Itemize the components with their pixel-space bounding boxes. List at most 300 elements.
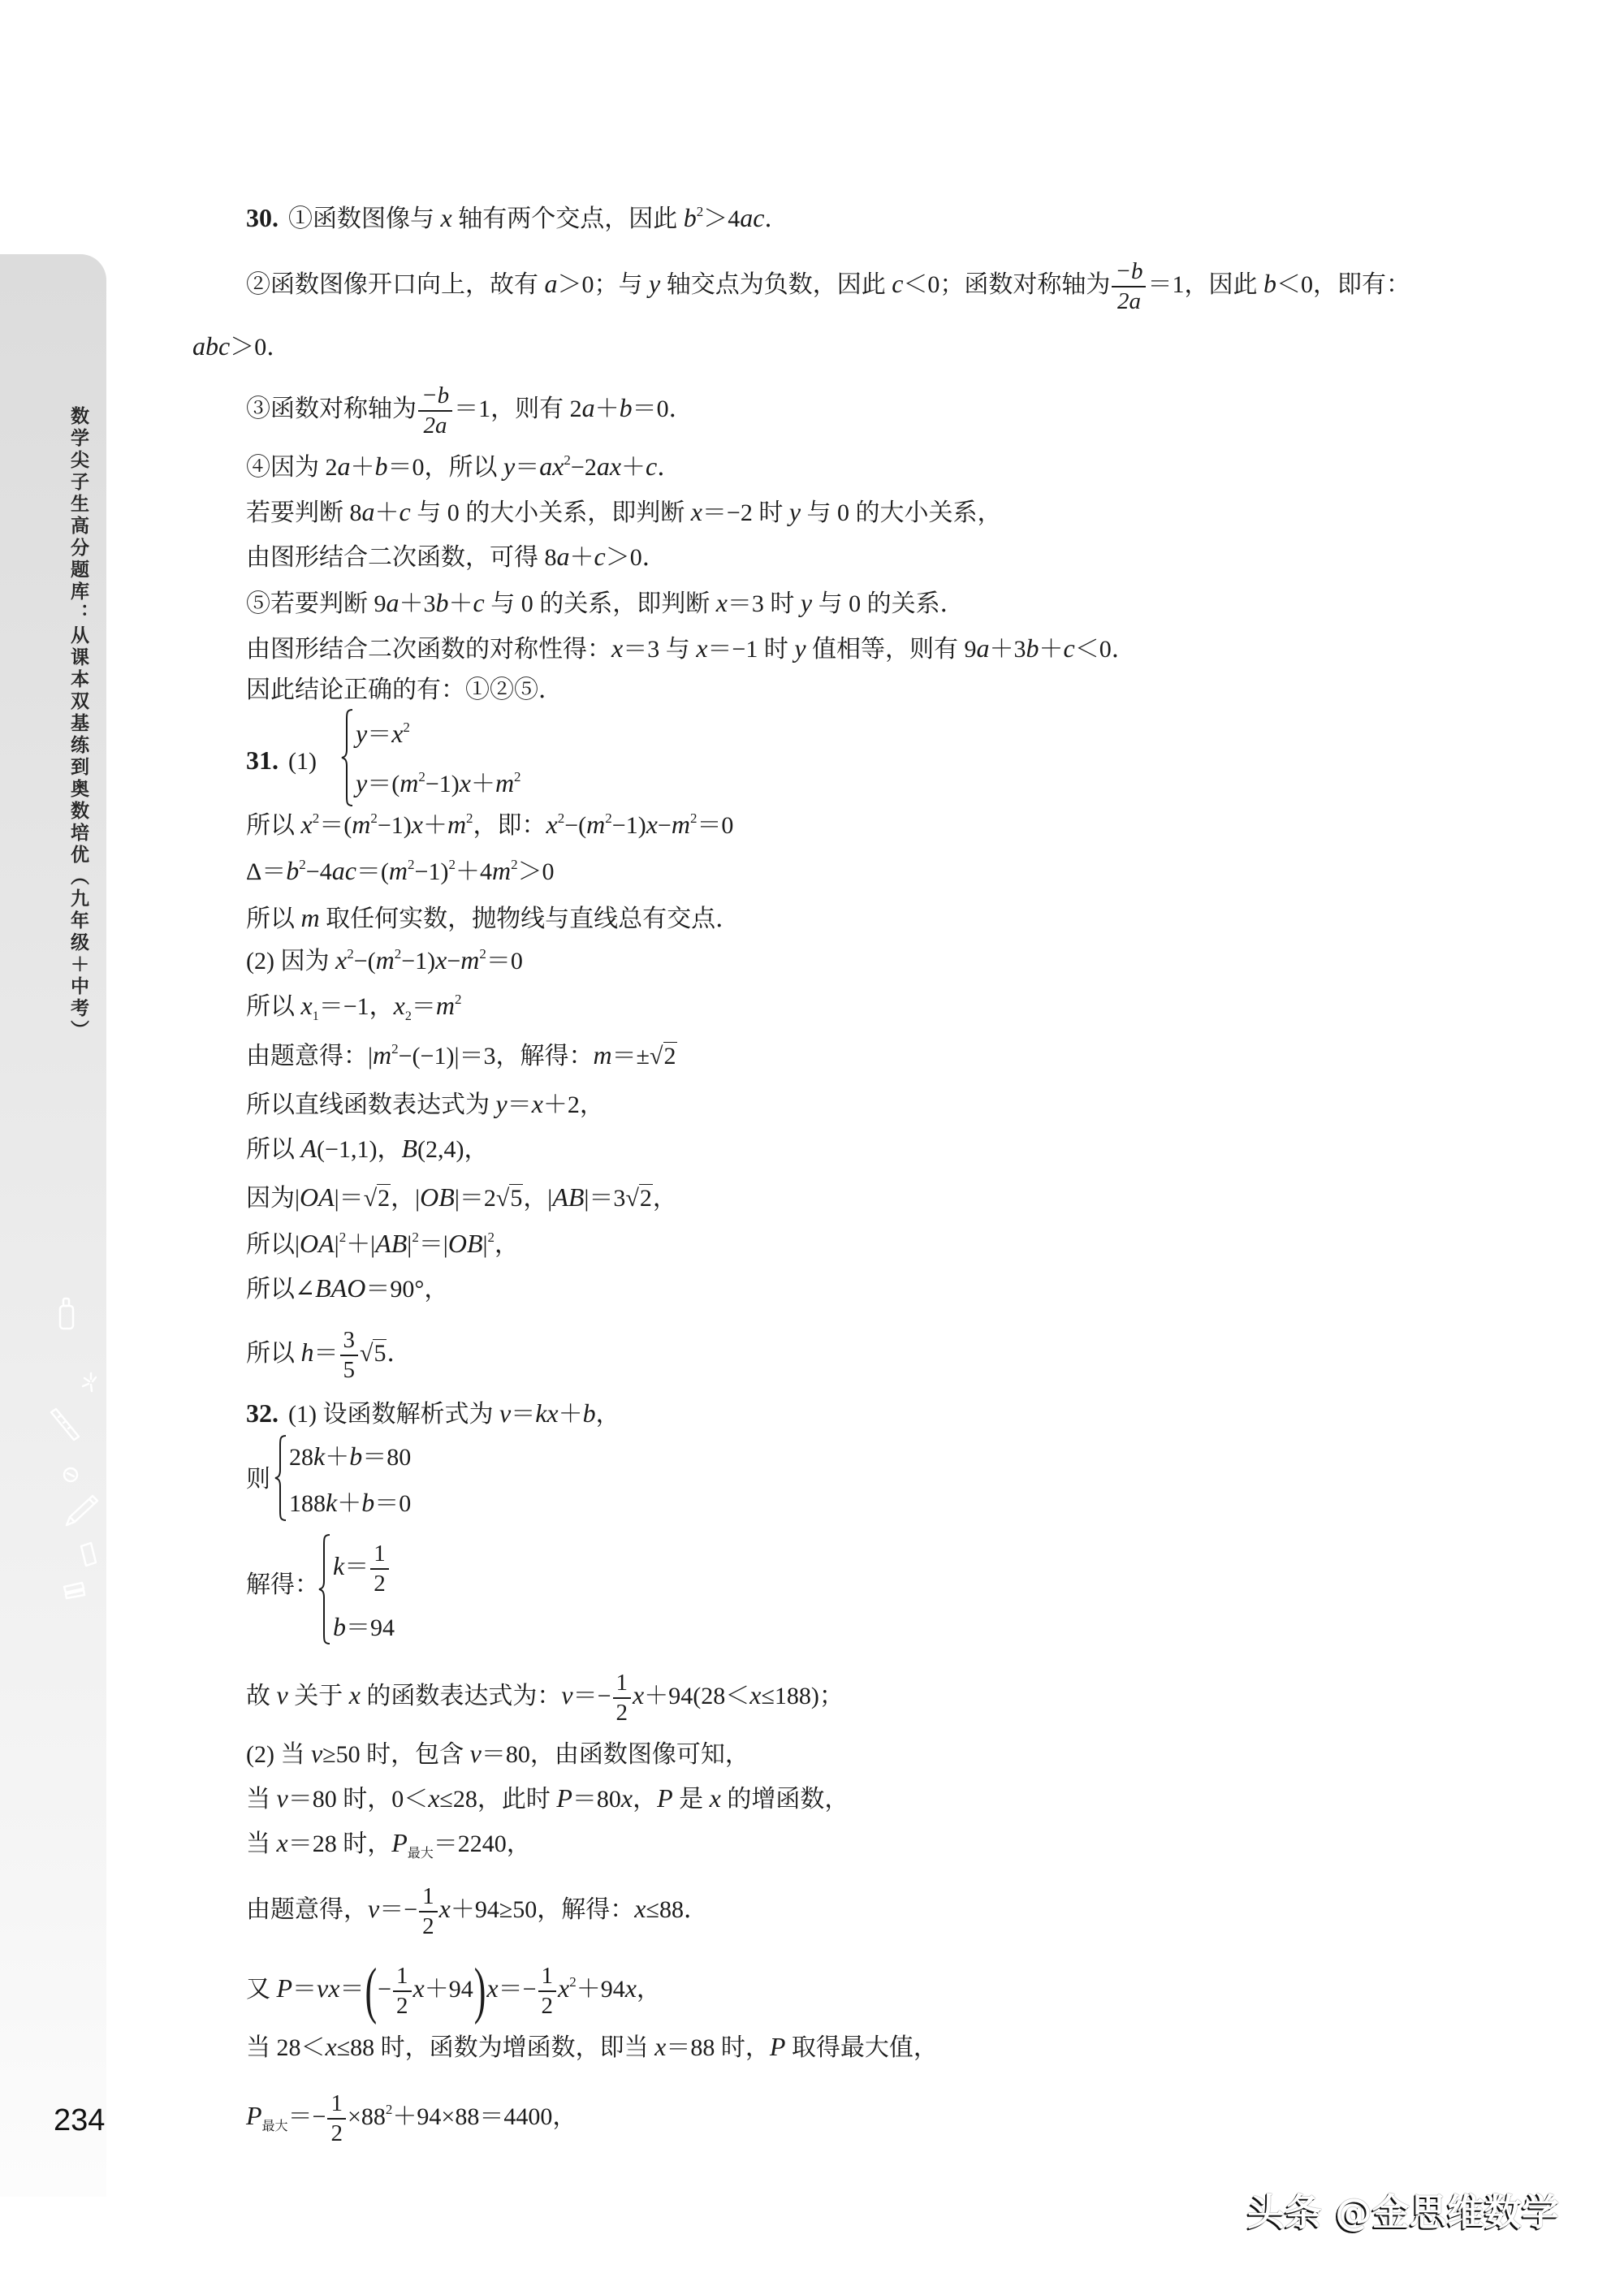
math-variable: m [586, 810, 606, 839]
text-segment: ． [387, 1339, 412, 1367]
sparkle-icon [80, 1371, 101, 1394]
text-segment: ＝−1， [318, 993, 394, 1020]
superscript: 2 [412, 1230, 419, 1245]
paper-note-icon [78, 1541, 99, 1567]
math-variable: x [300, 810, 313, 839]
text-segment: ＝ [339, 1975, 365, 2003]
text-segment: ＝0 [486, 948, 523, 975]
text-segment: 所以直线函数表达式为 [246, 1091, 496, 1118]
answer-line [246, 258, 1410, 314]
text-segment: ＋94(28＜ [644, 1682, 750, 1709]
text-segment: ⑤若要判断 9 [246, 590, 387, 617]
math-variable: k [313, 1441, 326, 1471]
text-segment: ＋94 [424, 1975, 473, 2003]
right-paren-large: ) [473, 1956, 486, 2025]
text-segment: 所以 [246, 1136, 301, 1163]
fraction [370, 1542, 389, 1596]
radical-sign: √ [650, 1043, 663, 1070]
text-segment: ＝( [367, 771, 400, 797]
superscript: 2 [339, 1230, 347, 1245]
math-variable: ax [539, 452, 564, 481]
math-variable: x [486, 1973, 499, 2003]
text-segment: − [447, 948, 461, 975]
text-segment: ＋| [346, 1231, 376, 1258]
text-segment: 的函数表达式为： [360, 1682, 562, 1709]
equation-system [341, 708, 682, 807]
left-brace-symbol [274, 1434, 287, 1522]
math-variable: y [356, 719, 368, 748]
answer-line [246, 534, 667, 578]
math-variable: x [348, 1679, 361, 1709]
text-segment: −( [564, 812, 587, 839]
answer-line [246, 896, 740, 940]
answer-line [246, 1670, 844, 1726]
superscript: 2 [299, 857, 306, 872]
text-segment: ， [636, 1975, 661, 2003]
math-variable: m [388, 856, 408, 885]
fraction-denominator: 2a [1116, 288, 1141, 314]
math-variable: a [337, 452, 351, 481]
text-segment: ＝80 [362, 1444, 412, 1471]
text-segment: ＞0；与 [557, 270, 649, 298]
text-segment: ＋ [422, 812, 447, 839]
text-segment: ＜0；函数对称轴为 [903, 270, 1111, 298]
answer-line [246, 1883, 708, 1939]
text-segment: 与 0 的大小关系，即判断 [410, 499, 691, 526]
text-segment: ＝− [498, 1975, 537, 2003]
fraction-numerator: 1 [393, 1964, 412, 1992]
radical-sign: √ [625, 1185, 639, 1212]
answer-line [246, 1221, 519, 1265]
text-segment: ，| [391, 1185, 421, 1212]
text-segment: 由图形结合二次函数，可得 8 [246, 544, 557, 571]
fraction-denominator: 2 [422, 1913, 434, 1939]
text-segment: Δ＝ [246, 858, 287, 885]
text-segment: 由题意得， [246, 1895, 368, 1923]
math-variable: v [276, 1679, 288, 1709]
superscript: 2 [557, 810, 565, 826]
system-row [356, 763, 521, 803]
fraction [419, 1885, 438, 1938]
math-variable: P [769, 2032, 786, 2061]
text-segment: 解得： [246, 1571, 319, 1598]
math-variable: b [435, 588, 449, 617]
math-variable: P [657, 1783, 673, 1813]
subscript: 最大 [407, 1847, 434, 1861]
math-variable: A [300, 1134, 317, 1163]
fraction-denominator: 2 [374, 1571, 386, 1597]
text-segment: ， [595, 1401, 620, 1428]
answer-line [246, 1391, 620, 1435]
text-segment: ＜0． [1074, 636, 1136, 663]
math-variable: a [544, 268, 558, 298]
text-segment: ＝ [292, 1975, 317, 2003]
math-variable: x [391, 719, 404, 748]
subscript: 1 [312, 1009, 319, 1023]
math-variable: OB [447, 1229, 483, 1258]
system-row [289, 1436, 411, 1476]
text-segment: ＋3 [989, 636, 1026, 663]
math-variable: b [1263, 268, 1276, 298]
text-segment: (2) 因为 [246, 948, 335, 975]
text-segment: −4 [305, 858, 332, 885]
superscript: 2 [454, 992, 462, 1007]
math-variable: B [401, 1134, 417, 1163]
part-label: (1) [288, 748, 317, 775]
math-variable: AB [552, 1182, 585, 1212]
text-segment: 则 [246, 1466, 270, 1493]
fraction [1112, 260, 1146, 313]
math-variable: m [375, 945, 395, 975]
superscript: 2 [391, 1041, 399, 1057]
superscript: 2 [370, 810, 378, 826]
superscript: 2 [569, 1973, 577, 1990]
answer-line [246, 1082, 604, 1126]
math-variable: y [356, 768, 368, 797]
text-segment: ＋ [1039, 636, 1064, 663]
left-brace-symbol [341, 708, 354, 807]
text-segment: ， [633, 1786, 658, 1813]
math-variable: c [473, 588, 485, 617]
text-segment: ＋2， [542, 1091, 604, 1118]
math-variable: x [646, 810, 658, 839]
text-segment: 是 [672, 1786, 710, 1813]
text-segment: (2,4)， [417, 1136, 489, 1163]
math-variable: m [447, 810, 467, 839]
superscript: 2 [564, 452, 571, 468]
text-segment: 当 [246, 1830, 277, 1857]
page-number: 234 [54, 2103, 106, 2137]
text-segment: 故 [246, 1682, 277, 1709]
text-segment: (2) 当 [246, 1741, 311, 1768]
math-variable: P [276, 1973, 293, 2003]
math-variable: b [333, 1612, 346, 1641]
math-variable: c [594, 542, 606, 571]
text-segment: ＋94×88＝4400， [392, 2103, 577, 2130]
math-variable: v [310, 1739, 323, 1768]
math-variable: x [393, 991, 405, 1020]
subscript: 最大 [261, 2119, 288, 2133]
text-segment: 因为| [246, 1185, 300, 1212]
math-variable: a [581, 392, 595, 422]
superscript: 2 [696, 204, 704, 219]
text-segment: | [334, 1231, 339, 1258]
left-paren-large: ( [365, 1956, 378, 2025]
answer-line [246, 1327, 412, 1383]
text-segment: −1) [425, 771, 460, 797]
answer-line [246, 1821, 531, 1865]
text-segment: ＋ [337, 1490, 362, 1517]
text-segment: ④因为 2 [246, 454, 338, 481]
answer-line [246, 1175, 677, 1219]
book-title-vertical: 数学尖子生高分题库：从课本双基练到奥数培优（九年级＋中考） [67, 406, 89, 1042]
math-variable: kx [535, 1398, 559, 1428]
math-variable: m [495, 768, 515, 797]
fraction-numerator: 1 [327, 2092, 346, 2120]
text-segment: ＝ [411, 993, 436, 1020]
math-variable: x [435, 945, 447, 975]
text-segment: ＝88 时， [666, 2034, 770, 2061]
text-segment: −( [353, 948, 376, 975]
math-variable: abc [192, 331, 231, 361]
math-variable: x [531, 1089, 543, 1118]
text-segment: 取任何实数，抛物线与直线总有交点． [319, 905, 741, 932]
eraser-block-icon [62, 1580, 86, 1600]
text-segment: ， [495, 1231, 519, 1258]
math-variable: AB [375, 1229, 408, 1258]
radicand: 2 [639, 1185, 652, 1212]
math-variable: x [624, 1973, 637, 2003]
eraser-icon [62, 1466, 80, 1484]
math-variable: m [352, 810, 371, 839]
math-variable: m [300, 903, 320, 932]
fraction-numerator: −b [1112, 260, 1146, 287]
math-variable: x [325, 2032, 337, 2061]
text-segment: ＝90°， [365, 1276, 449, 1303]
text-segment: ＞0． [605, 544, 667, 571]
math-variable: ac [331, 856, 356, 885]
text-segment: ＝−2 时 [702, 499, 789, 526]
fraction-denominator: 2a [423, 413, 447, 439]
text-segment: 与 0 的关系，即判断 [484, 590, 716, 617]
math-variable: P [391, 1828, 408, 1857]
text-segment: ＋ [594, 395, 620, 422]
text-segment: ． [657, 454, 682, 481]
math-variable: b [286, 856, 300, 885]
text-segment: ＋94 [576, 1975, 625, 2003]
math-variable: vx [317, 1973, 340, 2003]
text-segment: ＝ [313, 1339, 339, 1367]
math-variable: y [794, 633, 806, 663]
math-variable: x [696, 633, 708, 663]
answer-line [246, 626, 1136, 670]
text-segment: 的增函数， [720, 1786, 849, 1813]
text-segment: ＝80 [572, 1786, 621, 1813]
text-segment: ＝− [572, 1682, 611, 1709]
answer-line [246, 382, 693, 439]
text-segment: ＝( [356, 858, 389, 885]
math-variable: x [276, 1828, 288, 1857]
left-brace-symbol [318, 1533, 331, 1645]
radical-sign: √ [363, 1185, 378, 1212]
text-segment: 关于 [287, 1682, 349, 1709]
text-segment: ＝ [511, 1401, 536, 1428]
answer-line [246, 2025, 938, 2068]
text-segment: ＋ [621, 454, 646, 481]
math-variable: x [438, 1893, 451, 1923]
math-variable: x [440, 203, 452, 232]
text-segment: −1) [611, 812, 646, 839]
text-segment: 所以 [246, 1339, 301, 1367]
answer-line [246, 2090, 577, 2146]
text-segment: ＝± [611, 1043, 650, 1070]
text-segment: − [657, 812, 672, 839]
text-segment: − [378, 1975, 392, 2003]
superscript: 2 [605, 810, 612, 826]
fraction-numerator: 1 [370, 1542, 389, 1570]
math-variable: y [788, 497, 801, 526]
ruler-icon [49, 1407, 81, 1443]
math-variable: k [333, 1551, 345, 1580]
text-segment: ＝− [379, 1895, 418, 1923]
answer-line [246, 1731, 749, 1775]
text-segment: |＝ [334, 1185, 364, 1212]
superscript: 2 [347, 946, 354, 962]
text-segment: ＋ [558, 1401, 583, 1428]
text-segment: ． [764, 205, 789, 232]
text-segment: ＝94 [346, 1614, 395, 1641]
math-variable: b [361, 1488, 375, 1517]
pencil-icon [63, 1493, 101, 1528]
radicand: 2 [663, 1043, 676, 1070]
answer-line [246, 668, 563, 712]
math-variable: x [300, 991, 313, 1020]
text-segment: ＝ [515, 454, 540, 481]
text-segment: ＝2240， [433, 1830, 531, 1857]
math-variable: x [411, 810, 423, 839]
answer-line [246, 983, 461, 1027]
answer-line [192, 324, 291, 368]
math-variable: OB [420, 1182, 455, 1212]
text-segment: 188 [289, 1490, 326, 1517]
radical-sign: √ [360, 1339, 374, 1367]
math-variable: b [619, 392, 633, 422]
text-segment: ③函数对称轴为 [246, 395, 417, 422]
answer-line [246, 938, 523, 982]
text-segment: ＞0 [517, 858, 555, 885]
math-variable: c [1063, 633, 1075, 663]
math-variable: x [428, 1783, 440, 1813]
answer-line [246, 1776, 849, 1820]
text-segment: ＝3 与 [623, 636, 697, 663]
text-segment: 取得最大值， [785, 2034, 938, 2061]
fraction [340, 1329, 359, 1382]
text-segment: ＝| [418, 1231, 448, 1258]
text-segment: 所以 [246, 905, 301, 932]
fraction-numerator: −b [418, 384, 452, 412]
answer-line [246, 1126, 488, 1170]
text-segment: ≤188)； [761, 1682, 844, 1709]
answer-line [246, 1563, 319, 1607]
math-variable: x [558, 1973, 570, 2003]
math-variable: v [276, 1783, 288, 1813]
watermark: 头条 @金思维数学 [1247, 2190, 1560, 2234]
math-variable: h [300, 1337, 314, 1367]
math-variable: k [326, 1488, 338, 1517]
math-variable: ac [740, 203, 765, 232]
fraction-numerator: 3 [340, 1329, 359, 1356]
text-segment: |＝2 [454, 1185, 496, 1212]
answer-line [246, 802, 733, 846]
text-segment: 当 28＜ [246, 2034, 326, 2061]
answer-line [246, 581, 965, 625]
text-segment: ＝( [319, 812, 352, 839]
math-variable: ax [596, 452, 622, 481]
text-segment: ＝80，由函数图像可知， [481, 1741, 749, 1768]
math-variable: a [361, 497, 375, 526]
superscript: 2 [394, 946, 402, 962]
text-segment: 由图形结合二次函数的对称性得： [246, 636, 611, 663]
system-row [333, 1606, 395, 1647]
fraction-denominator: 5 [343, 1357, 355, 1383]
superscript: 2 [514, 769, 521, 784]
math-variable: OA [300, 1182, 335, 1212]
math-variable: y [800, 588, 813, 617]
math-variable: a [386, 588, 400, 617]
math-variable: x [611, 633, 624, 663]
fraction-numerator: 1 [419, 1885, 438, 1912]
text-segment: ＝ [507, 1091, 532, 1118]
text-segment: ＜0，即有： [1276, 270, 1410, 298]
text-segment: ， [652, 1185, 677, 1212]
text-segment: ＋ [470, 771, 495, 797]
text-segment: ＋4 [455, 858, 492, 885]
text-segment: 由题意得：| [246, 1043, 374, 1070]
fraction [538, 1964, 557, 2018]
text-segment: ＝−1 时 [707, 636, 795, 663]
text-segment: ①函数图像与 [288, 205, 441, 232]
math-variable: b [374, 452, 388, 481]
text-segment: 与 0 的关系． [812, 590, 965, 617]
text-segment: ＋ [350, 454, 375, 481]
radicand: 2 [378, 1185, 391, 1212]
text-segment: 所以| [246, 1231, 300, 1258]
math-variable: x [459, 768, 471, 797]
text-segment: ，即： [473, 812, 546, 839]
math-variable: P [246, 2100, 262, 2130]
math-variable: b [349, 1441, 363, 1471]
text-segment: ≥50 时，包含 [322, 1741, 470, 1768]
superscript: 2 [689, 810, 698, 826]
fraction-denominator: 2 [396, 1993, 408, 2019]
answer-line [246, 1033, 677, 1077]
radicand: 5 [374, 1339, 387, 1367]
superscript: 2 [487, 1230, 495, 1245]
math-variable: x [709, 1783, 721, 1813]
superscript: 2 [448, 857, 456, 872]
fraction-numerator: 1 [538, 1964, 557, 1992]
math-variable: y [503, 452, 516, 481]
math-variable: m [671, 810, 690, 839]
text-segment: ＞0． [230, 334, 292, 361]
equation-system [318, 1533, 481, 1645]
text-segment: ＋ [374, 499, 400, 526]
math-variable: x [654, 2032, 667, 2061]
text-segment: 所以∠ [246, 1276, 316, 1303]
math-variable: x [412, 1973, 425, 2003]
text-segment: −2 [570, 454, 597, 481]
question-number: 31. [246, 746, 279, 775]
text-segment: −1) [414, 858, 449, 885]
math-variable: c [892, 268, 904, 298]
system-row [356, 713, 410, 754]
text-segment: 若要判断 8 [246, 499, 362, 526]
text-segment: |＝3 [584, 1185, 626, 1212]
text-segment: −1) [401, 948, 436, 975]
math-variable: x [620, 1783, 633, 1813]
sidebar-tab [0, 254, 106, 2197]
text-segment: ＝0 [374, 1490, 412, 1517]
math-variable: y [649, 268, 661, 298]
text-segment: 因此结论正确的有：①②⑤． [246, 676, 563, 703]
question-number: 30. [246, 203, 279, 232]
math-variable: m [435, 991, 455, 1020]
text-segment: ＋ [325, 1444, 350, 1471]
math-variable: m [400, 768, 419, 797]
answer-line [246, 490, 1002, 534]
answer-line [246, 444, 681, 488]
text-segment: ＝1，则有 2 [454, 395, 582, 422]
